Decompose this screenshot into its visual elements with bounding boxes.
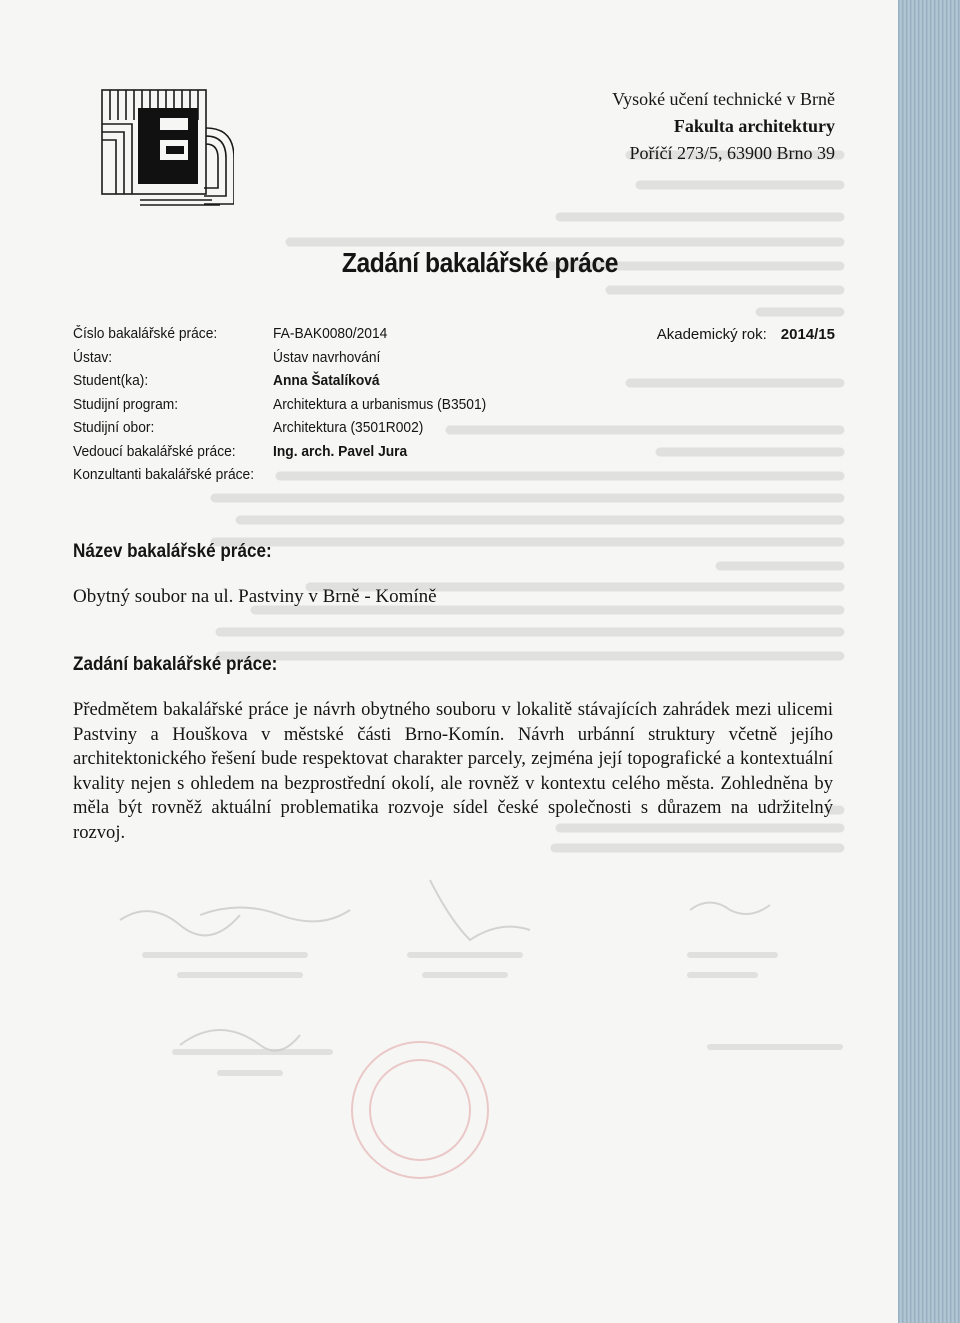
meta-row-program [73, 393, 505, 417]
assignment-heading-text: Zadání bakalářské práce: [73, 654, 278, 675]
meta-value: Ing. arch. Pavel Jura [273, 442, 408, 460]
meta-value: FA-BAK0080/2014 [273, 325, 388, 342]
meta-label: Studijní obor: [73, 419, 155, 436]
meta-value: Architektura a urbanismus (B3501) [273, 395, 487, 413]
academic-year-value: 2014/15 [780, 326, 835, 343]
meta-label: Student(ka): [73, 372, 149, 389]
assignment-heading [73, 654, 300, 676]
meta-value: Architektura (3501R002) [273, 419, 424, 436]
assignment-text: Předmětem bakalářské práce je návrh obytného souboru v lokalitě stávajících zahrádek mezi ulicemi Pastviny a Houškova v městské části Brno-Komín. Návrh urbánní struktury včetně jejího architektonického řešení bude respektovat charakter parcely, zejména její topografické a kontextuální kvality nejen s ohledem na bezprostřední okolí, ale rovněž v kontextu celého města. Zohledněna by měla být rovněž aktuální problematika rozvoje sídel české společnosti s důrazem na udržitelný rozvoj. [73, 699, 833, 843]
meta-label: Studijní program: [73, 395, 179, 413]
meta-value: Anna Šatalíková [273, 372, 380, 389]
meta-label: Konzultanti bakalářské práce: [73, 466, 255, 483]
meta-row-consultants [73, 463, 505, 487]
meta-row-supervisor [73, 440, 505, 464]
thesis-metadata [73, 322, 505, 487]
university-name: Vysoké učení technické v Brně [612, 89, 835, 109]
faculty-address: Poříčí 273/5, 63900 Brno 39 [629, 143, 835, 163]
page-title-text: Zadání bakalářské práce [341, 247, 619, 278]
meta-label: Vedoucí bakalářské práce: [73, 442, 236, 460]
thesis-name: Obytný soubor na ul. Pastviny v Brně - Komíně [73, 586, 437, 607]
meta-label: Ústav: [73, 348, 113, 366]
academic-year [657, 326, 835, 343]
scan-edge-artifact [898, 0, 960, 1323]
meta-row-student [73, 369, 505, 393]
faculty-logo [100, 88, 234, 206]
thesis-name-heading-text: Název bakalářské práce: [73, 541, 272, 562]
academic-year-label: Akademický rok: [656, 326, 767, 343]
meta-value: Ústav navrhování [273, 348, 381, 366]
meta-label: Číslo bakalářské práce: [73, 325, 218, 342]
meta-row-institute [73, 346, 505, 370]
page-title [0, 247, 960, 279]
meta-row-number [73, 322, 505, 346]
meta-row-field [73, 416, 505, 440]
institution-block [612, 86, 835, 167]
faculty-name: Fakulta architektury [673, 116, 835, 136]
thesis-name-heading [73, 541, 294, 563]
